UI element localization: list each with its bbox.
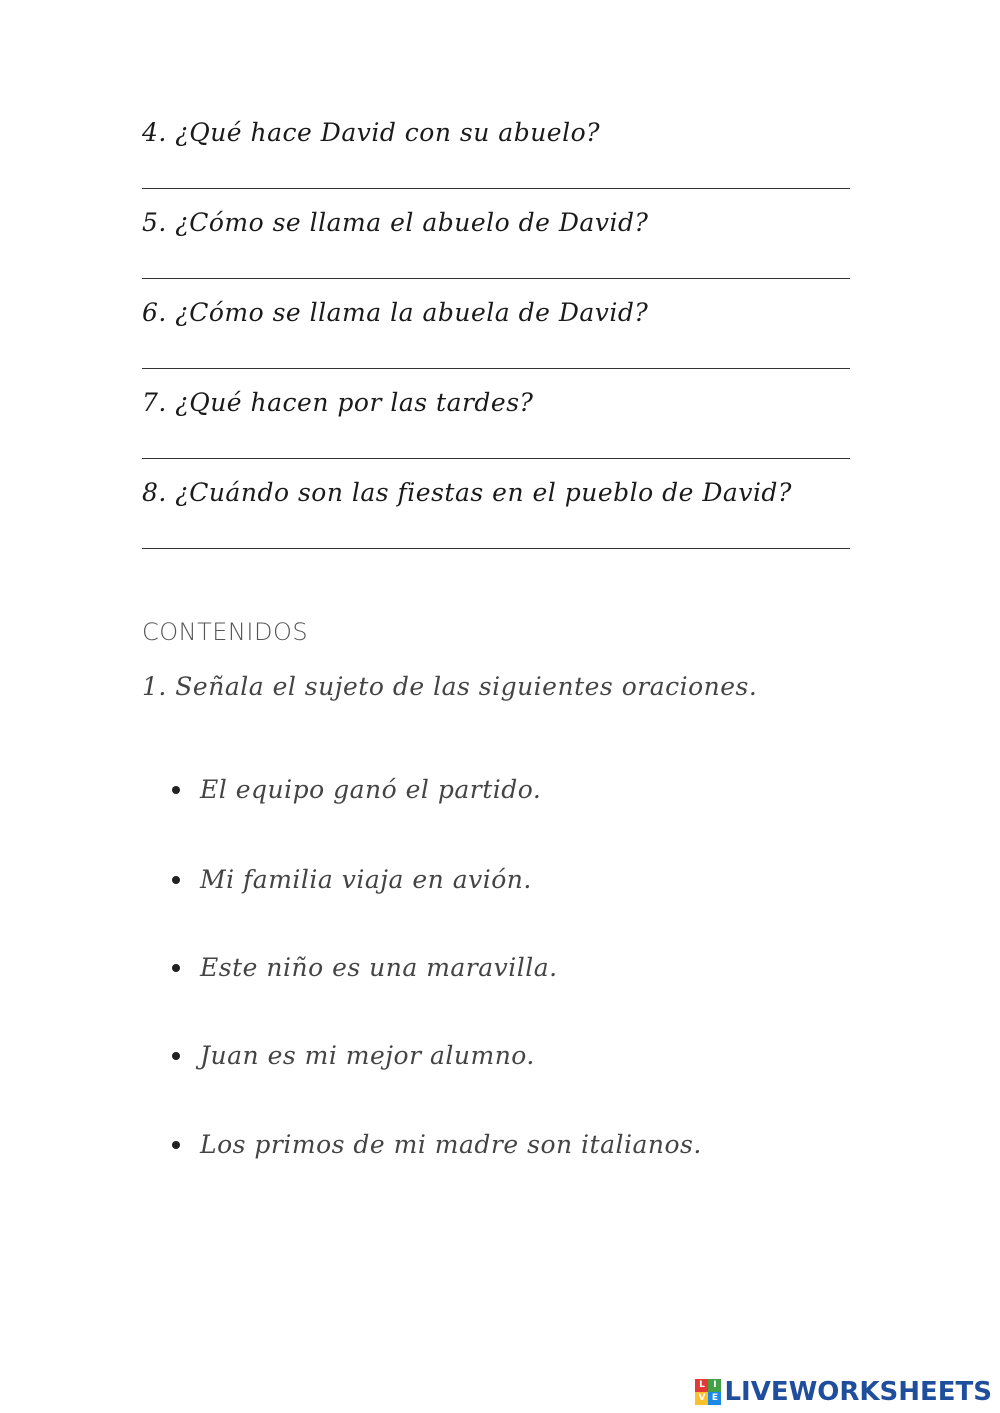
sentence-item[interactable] <box>172 865 532 894</box>
question-8: 8. ¿Cuándo son las fiestas en el pueblo de David? <box>142 478 792 507</box>
sentence-text: Este niño es una maravilla. <box>200 953 558 982</box>
bullet-icon <box>172 1141 180 1149</box>
logo-tile: E <box>708 1392 721 1405</box>
sentence-text: Juan es mi mejor alumno. <box>200 1041 535 1070</box>
section-title: CONTENIDOS <box>142 618 309 646</box>
answer-line-5[interactable] <box>142 278 850 279</box>
logo-tile: V <box>695 1392 708 1405</box>
question-7: 7. ¿Qué hacen por las tardes? <box>142 388 534 417</box>
logo-tile: L <box>695 1379 708 1392</box>
exercise-instruction: 1. Señala el sujeto de las siguientes oraciones. <box>142 672 758 701</box>
liveworksheets-logo <box>695 1377 992 1407</box>
answer-line-6[interactable] <box>142 368 850 369</box>
sentence-text: Los primos de mi madre son italianos. <box>200 1130 702 1159</box>
answer-line-7[interactable] <box>142 458 850 459</box>
question-6: 6. ¿Cómo se llama la abuela de David? <box>142 298 649 327</box>
question-5: 5. ¿Cómo se llama el abuelo de David? <box>142 208 649 237</box>
brand-name: LIVEWORKSHEETS <box>724 1377 992 1407</box>
sentence-item[interactable] <box>172 1041 535 1070</box>
liveworksheets-icon <box>695 1379 721 1405</box>
question-4: 4. ¿Qué hace David con su abuelo? <box>142 118 601 147</box>
bullet-icon <box>172 964 180 972</box>
bullet-icon <box>172 1052 180 1060</box>
sentence-text: Mi familia viaja en avión. <box>200 865 532 894</box>
answer-line-4[interactable] <box>142 188 850 189</box>
sentence-item[interactable] <box>172 953 558 982</box>
sentence-text: El equipo ganó el partido. <box>200 775 542 804</box>
sentence-item[interactable] <box>172 1130 702 1159</box>
bullet-icon <box>172 786 180 794</box>
answer-line-8[interactable] <box>142 548 850 549</box>
sentence-item[interactable] <box>172 775 541 804</box>
logo-tile: I <box>708 1379 721 1392</box>
bullet-icon <box>172 876 180 884</box>
